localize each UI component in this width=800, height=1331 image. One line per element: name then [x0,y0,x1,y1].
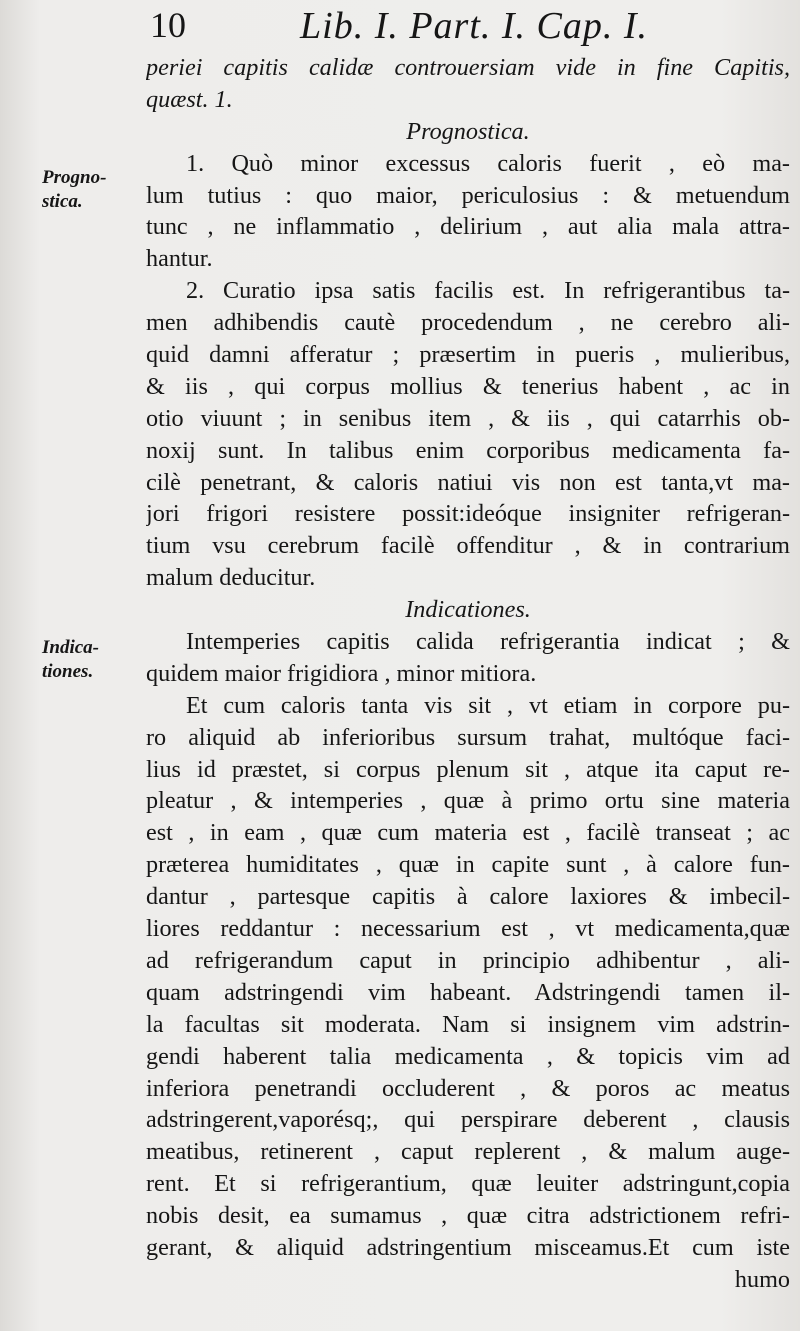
text-line: tium vsu cerebrum facilè offenditur , & in contrarium [146,532,790,560]
text-line: præterea humiditates , quæ in capite sunt , à calore fun- [146,851,790,879]
text-line: lius id præstet, si corpus plenum sit , atque ita caput re- [146,755,790,783]
text-line: pleatur , & intemperies , quæ à primo ortu sine materia [146,787,790,815]
text-line: noxij sunt. In talibus enim corporibus medicamenta fa- [146,436,790,464]
text-line: la facultas sit moderata. Nam si insignem vim adstrin- [146,1010,790,1038]
text-line: jori frigori resistere possit:ideóque insigniter refrigeran- [146,500,790,528]
text-line: 2. Curatio ipsa satis facilis est. In refrigerantibus ta- [186,277,790,305]
text-line: quid damni afferatur ; præsertim in pueris , mulieribus, [146,341,790,369]
text-line: Intemperies capitis calida refrigerantia indicat ; & [186,628,790,656]
text-line: men adhibendis cautè procedendum , ne cerebro ali- [146,309,790,337]
section-heading: Prognostica. [406,117,530,145]
body-text [146,52,790,1296]
margin-note-indicationes: Indica- tiones. [42,637,99,682]
section-heading: Indicationes. [405,596,531,624]
text-line: est , in eam , quæ cum materia est , facilè transeat ; ac [146,819,790,847]
text-line: rent. Et si refrigerantium, quæ leuiter adstringunt,copia [146,1170,790,1198]
text-line: ad refrigerandum caput in principio adhibentur , ali- [146,946,790,974]
text-line: gendi haberent talia medicamenta , & topicis vim ad [146,1042,790,1070]
text-line: meatibus, retinerent , caput replerent , & malum auge- [146,1138,790,1166]
text-line: periei capitis calidæ controuersiam vide in fine Capitis, [146,54,790,81]
text-line: otio viuunt ; in senibus item , & iis , qui catarrhis ob- [146,404,790,432]
page-header [150,4,790,48]
text-line: malum deducitur. [146,564,316,592]
text-line: humo [734,1265,790,1293]
text-line: tunc , ne inflammatio , delirium , aut alia mala attra- [146,213,790,241]
text-line: Et cum caloris tanta vis sit , vt etiam in corpore pu- [186,691,790,719]
text-line: quidem maior frigidiora , minor mitiora. [146,659,537,687]
text-line: adstringerent,vaporésq;, qui perspirare deberent , clausis [146,1106,790,1134]
text-line: gerant, & aliquid adstringentium misceamus.Et cum iste [146,1233,790,1261]
text-line: hantur. [146,245,213,273]
text-line: cilè penetrant, & caloris natiui vis non est tanta,vt ma- [146,468,790,496]
text-line: nobis desit, ea sumamus , quæ citra adstrictionem refri- [146,1202,790,1230]
text-line: dantur , partesque capitis à calore laxiores & imbecil- [146,883,790,911]
text-line: 1. Quò minor excessus caloris fuerit , eò ma- [186,149,790,177]
running-head: Lib. I. Part. I. Cap. I. [300,5,649,47]
margin-note-prognostica: Progno- stica. [42,167,107,212]
text-line: quæst. 1. [146,85,233,113]
text-line: & iis , qui corpus mollius & tenerius habent , ac in [146,372,790,400]
text-line: inferiora penetrandi occluderent , & poros ac meatus [146,1074,790,1102]
text-line: ro aliquid ab inferioribus sursum trahat, multóque faci- [146,723,790,751]
text-line: lum tutius : quo maior, periculosius : & metuendum [146,181,790,209]
page-number: 10 [150,5,186,45]
text-line: quam adstringendi vim habeant. Adstringendi tamen il- [146,978,790,1006]
text-line: liores reddantur : necessarium est , vt medicamenta,quæ [146,915,790,943]
